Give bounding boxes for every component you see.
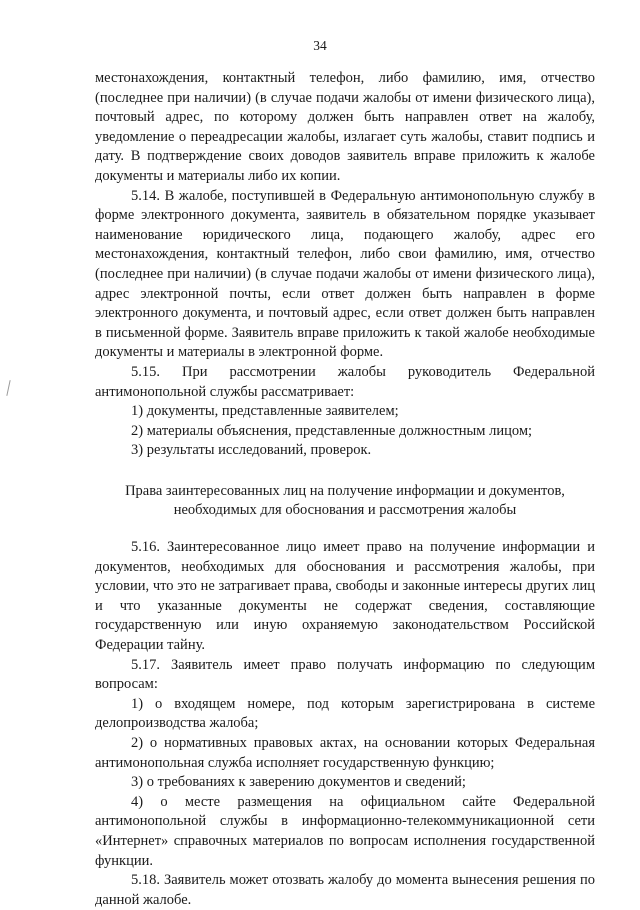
list-item: 1) документы, представленные заявителем;	[131, 403, 399, 420]
paragraph-5-14: 5.14. В жалобе, поступившей в Федеральную антимонопольную службу в форме электронного документа, заявитель в обязательном порядке указывает наименование юридического лица, подающего жалобу, адрес его местонахождения, контактный телефон, либо свои фамилию, имя, отчество (последнее при наличии) (в случае подачи жалобы от имени физического лица), адрес электронной почты, если ответ должен быть направлен в форме электронного документа, и почтовый адрес, если ответ должен быть направлен в письменной форме. Заявитель вправе приложить к такой жалобе необходимые документы и материалы в электронной форме.	[95, 187, 595, 361]
paragraph-continuation: местонахождения, контактный телефон, либо фамилию, имя, отчество (последнее при наличии) (в случае подачи жалобы от имени физического лица), почтовый адрес, по которому должен быть направлен ответ на жалобу, уведомление о переадресации жалобы, излагает суть жалобы, ставит подпись и дату. В подтверждение своих доводов заявитель вправе приложить к жалобе документы и материалы либо их копии.	[95, 70, 595, 184]
list-item: 3) результаты исследований, проверок.	[131, 442, 372, 459]
section-heading: Права заинтересованных лиц на получение информации и документов, необходимых для обоснования и рассмотрения жалобы	[125, 482, 565, 519]
paragraphs-before	[95, 69, 595, 461]
list-item: 2) материалы объяснения, представленные должностным лицом;	[131, 422, 533, 439]
list-item: 4) о месте размещения на официальном сайте Федеральной антимонопольной службы в информационно-телекоммуникационной сети «Интернет» справочных материалов по вопросам исполнения государственной функции.	[95, 793, 595, 869]
paragraph-5-17: 5.17. Заявитель имеет право получать информацию по следующим вопросам:	[95, 656, 595, 693]
page-number: 34	[313, 38, 327, 53]
list-item: 2) о нормативных правовых актах, на основании которых Федеральная антимонопольная служба исполняет государственную функцию;	[95, 735, 595, 771]
list-item: 3) о требованиях к заверению документов и сведений;	[131, 774, 466, 791]
paragraph-5-16: 5.16. Заинтересованное лицо имеет право на получение информации и документов, необходимых для обоснования и рассмотрения жалобы, при условии, что это не затрагивает права, свободы и законные интересы других лиц и что указанные документы не содержат сведения, составляющие государственную или иную охраняемую законодательством Российской Федерации тайну.	[95, 539, 595, 654]
paragraphs-after	[95, 538, 595, 910]
paragraph-5-18: 5.18. Заявитель может отозвать жалобу до момента вынесения решения по данной жалобе.	[95, 872, 595, 908]
list-item: 1) о входящем номере, под которым зарегистрирована в системе делопроизводства жалоба;	[95, 695, 595, 732]
document-body	[95, 69, 595, 910]
scan-mark	[6, 380, 10, 396]
paragraph-5-15: 5.15. При рассмотрении жалобы руководитель Федеральной антимонопольной службы рассматривает:	[95, 363, 595, 400]
